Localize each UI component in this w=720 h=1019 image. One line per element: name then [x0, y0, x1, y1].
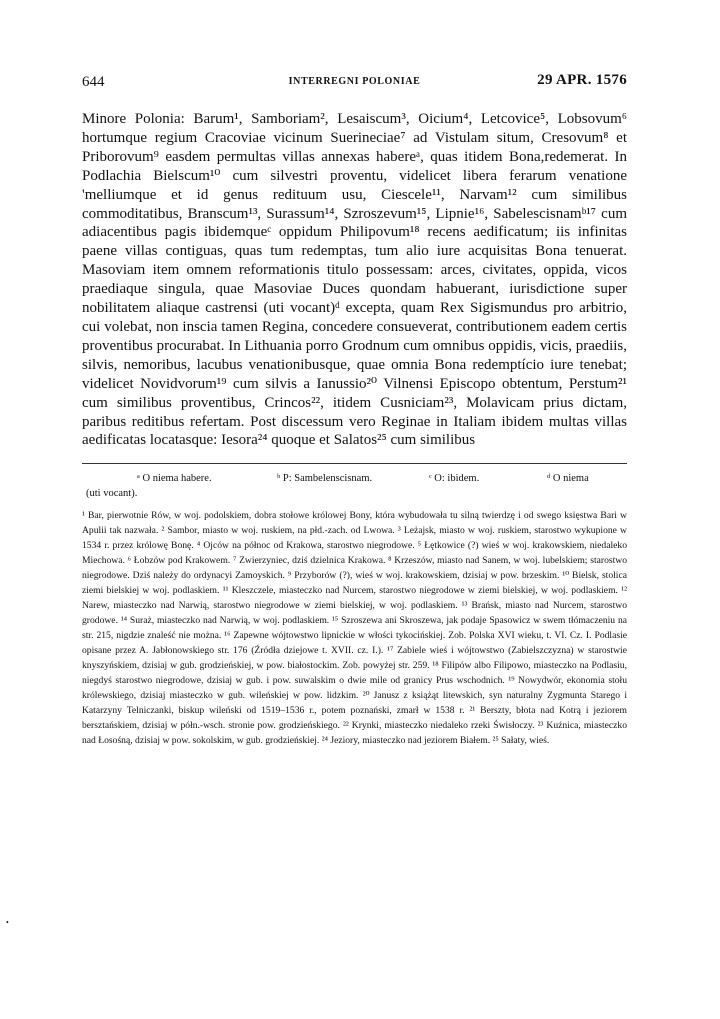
- commentary-notes: [82, 509, 627, 748]
- apparatus-note-c: ᶜ O: ibidem.: [429, 473, 480, 485]
- main-text: [82, 110, 627, 450]
- apparatus-note-b: ᵇ P: Sambelenscisnam.: [277, 473, 373, 485]
- footnote-divider: [82, 463, 627, 464]
- apparatus-note-d-continuation: (uti vocant).: [86, 488, 138, 500]
- running-title: INTERREGNI POLONIAE: [288, 76, 421, 87]
- page-header: [82, 70, 627, 96]
- main-paragraph: Minore Polonia: Barum¹, Samboriam², Lesaiscum³, Oicium⁴, Letcovice⁵, Lobsovum⁶ hortumque regium Cracoviae vicinum Suerineciae⁷ ad Vistulam situm, Cresovum⁸ et Priborovum⁹ easdem permultas villas annexas habereᵃ, quas itidem Bona,redemerat. In Podlachia Bielscum¹⁰ cum silvestri proventu, videlicet libera ferarum venatione 'melliumque et id genus redituum usu, Ciescele¹¹, Narvam¹² cum similibus commoditatibus, Branscum¹³, Surassum¹⁴, Szroszevum¹⁵, Lipnie¹⁶, Sabelescisnamᵇ¹⁷ cum adiacentibus pagis ibidemqueᶜ oppidum Philipovum¹⁸ recens aedificatum; iis infinitas paene villas contiguas, quas tum redemptas, tum alio iure acquisitas Bona tenuerat. Masoviam item omnem reformationis titulo possessam: arces, civitates, oppida, vicos praediaque singula, quae Masoviae Duces quondam habuerant, iurisdictione super nobilitatem aliaque castrensi (uti vocant)ᵈ excepta, quam Rex Sigismundus pro arbitrio, cui volebat, non inscia tamen Regina, concedere consueverat, contributionem eadem certis proventibus procurabat. In Lithuania porro Grodnum cum omnibus oppidis, vicis, praediis, silvis, nemoribus, lacubus venationibusque, quae omnia Bona redemptício iure tenebat; videlicet Novidvorum¹⁹ cum silvis a Ianussio²⁰ Vilnensi Episcopo obtentum, Perstum²¹ cum similibus proventibus, Crincos²², itidem Cusniciam²³, Molavicam prius dictam, paribus reditibus refertam. Post discessum vero Reginae in Italiam ibidem multas villas aedificatas locatasque: Iesora²⁴ quoque et Salatos²⁵ cum similibus: [82, 111, 627, 449]
- page-number: 644: [82, 74, 105, 90]
- apparatus-note-a: ᵃ O niema habere.: [137, 473, 212, 485]
- margin-dot: •: [6, 918, 9, 927]
- header-date: 29 APR. 1576: [537, 72, 627, 88]
- apparatus-notes: [82, 471, 627, 501]
- apparatus-note-d: ᵈ O niema: [547, 473, 589, 485]
- commentary-paragraph: ¹ Bar, pierwotnie Rów, w woj. podolskiem, dobra stołowe królowej Bony, która wybudowała tu silną twierdzę i od swego księstwa Bari w Apulii tak nazwała. ² Sambor, miasto w woj. ruskiem, na płd.-zach. od Lwowa. ³ Leżajsk, miasto w woj. ruskiem, starostwo wykupione w 1534 r. przez królowę Bonę. ⁴ Ojców na północ od Krakowa, starostwo niegrodowe. ⁵ Łętkowice (?) wieś w woj. krakowskiem, niedaleko Miechowa. ⁶ Łobzów pod Krakowem. ⁷ Zwierzyniec, dziś dzielnica Krakowa. ⁸ Krzeszów, miasto nad Sanem, w woj. lubelskiem; starostwo niegrodowe. Dziś należy do ordynacyi Zamoyskich. ⁹ Przyborów (?), wieś w woj. krakowskiem, dzisiaj w pow. brzeskim. ¹⁰ Bielsk, stolica ziemi bielskiej w woj. podlaskiem. ¹¹ Kleszczele, miasteczko nad Nurcem, starostwo niegrodowe w ziemi bielskiej, w woj. podlaskiem. ¹² Narew, miasteczko nad Narwią, starostwo niegrodowe w ziemi bielskiej, w woj. podlaskiem. ¹³ Brańsk, miasto nad Nurcem, starostwo grodowe. ¹⁴ Suraż, miasteczko nad Narwią, w woj. podlaskiem. ¹⁵ Szroszewa ani Skroszewa, jak podaje Spasowicz w swem tłómaczeniu na str. 215, nigdzie znaleść nie można. ¹⁶ Zapewne wójtowstwo lipnickie w włości tykocińskiej. Zob. Polska XVI wieku, t. VI. Cz. I. Podlasie opisane przez A. Jabłonowskiego str. 176 (Źródła dziejowe t. XVII. cz. I.). ¹⁷ Zabiele wieś i wójtowstwo (Zabielszczyzna) w starostwie knyszyńskiem, dzisiaj w gub. grodzieńskiej, w pow. białostockim. Zob. powyżej str. 259. ¹⁸ Filipów albo Filipowo, miasteczko na Podlasiu, niegdyś starostwo niegrodowe, dzisiaj w gub. i pow. suwalskim o dwie mile od granicy Prus wschodnich. ¹⁹ Nowydwór, ekonomia stołu królewskiego, dzisiaj miasteczko w gub. wileńskiej w pow. lidzkim. ²⁰ Janusz z książąt litewskich, syn naturalny Zygmunta Starego i Katarzyny Telniczanki, biskup wileński od 1519–1536 r., potem poznański, zmarł w 1538 r. ²¹ Berszty, błota nad Kotrą i jeziorem bersztańskiem, dzisiaj w półn.-wsch. stronie pow. grodzieńskiego. ²² Krynki, miasteczko niedaleko rzeki Świsłoczy. ²³ Kuźnica, miasteczko nad Łosośną, dzisiaj w pow. sokolskim, w gub. grodzieńskiej. ²⁴ Jeziory, miasteczko nad jeziorem Białem. ²⁵ Sałaty, wieś.: [82, 510, 627, 746]
- document-page: [82, 70, 627, 749]
- apparatus-row: [82, 471, 627, 486]
